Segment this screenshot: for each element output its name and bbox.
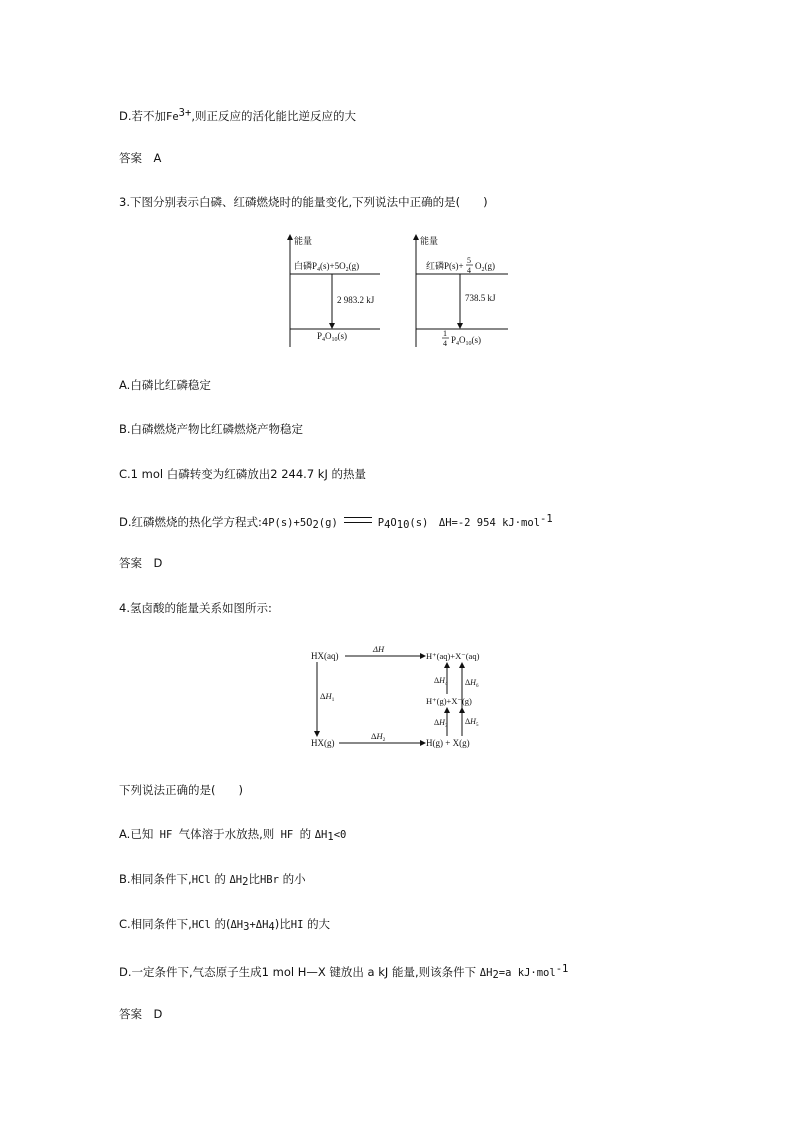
svg-text:O2(g): $O_2(g)$ <box>475 261 495 273</box>
svg-text:P4O10(s): $P_4O_{10}(s)$ <box>451 335 482 347</box>
q4-option-b: B.相同条件下,HCl 的 $\Delta H_2$比HBr 的小 <box>119 872 306 888</box>
red-reactant: 红磷P(s)+ <box>426 261 464 271</box>
q2-answer: 答案 A <box>119 151 162 165</box>
ions-aq: H⁺(aq)+X⁻(aq) <box>426 651 480 661</box>
q2-option-d: D.若不加$Fe^{3+}$,则正反应的活化能比逆反应的大 <box>119 107 356 123</box>
svg-text:4: 4 <box>467 266 471 275</box>
q4-option-d: D.一定条件下,气态原子生成1 mol H—X 键放出 a kJ 能量,则该条件下 $\Delta H_2=a$ kJ·mol$^{-1}$ <box>119 963 569 981</box>
white-axis-label: 能量 <box>294 236 313 246</box>
svg-text:ΔH6: $\Delta H_6$ <box>465 678 479 689</box>
q3-option-a: A.白磷比红磷稳定 <box>119 378 211 392</box>
hx-g: HX(g) <box>311 738 335 748</box>
red-axis-label: 能量 <box>420 236 439 246</box>
q3-energy-diagram <box>280 232 520 352</box>
svg-text:5: 5 <box>467 256 471 265</box>
q3-option-c: C.1 mol 白磷转变为红磷放出2 244.7 kJ 的热量 <box>119 467 367 481</box>
q3-stem: 3.下图分别表示白磷、红磷燃烧时的能量变化,下列说法中正确的是( ) <box>119 195 488 209</box>
svg-text:ΔH1: $\Delta H_1$ <box>320 691 335 703</box>
svg-text:ΔH2: $\Delta H_2$ <box>371 731 386 743</box>
fe-ion: Fe <box>166 111 179 123</box>
ions-g: H⁺(g)+X⁻(g) <box>426 696 472 706</box>
q3-option-b: B.白磷燃烧产物比红磷燃烧产物稳定 <box>119 422 304 436</box>
white-energy: 2 983.2 kJ <box>337 295 375 305</box>
atoms-g: H(g) + X(g) <box>426 738 470 748</box>
svg-text:ΔH5: $\Delta H_5$ <box>465 717 479 728</box>
q4-energy-cycle-diagram <box>305 640 505 755</box>
red-energy: 738.5 kJ <box>465 293 496 303</box>
q4-option-a: A.已知 HF 气体溶于水放热,则 HF 的 $\Delta H_1<0$ <box>119 827 347 843</box>
svg-text:4: 4 <box>443 339 447 348</box>
red-product: 1 <box>443 329 447 338</box>
white-product: $P_4O_{10}(s)$ <box>317 331 348 343</box>
svg-text:ΔH4: $\Delta H_4$ <box>434 676 448 687</box>
q3-answer: 答案 D <box>119 556 163 570</box>
q4-question: 下列说法正确的是( ) <box>119 783 243 797</box>
q4-option-c: C.相同条件下,HCl 的$(\Delta H_3+\Delta H_4)$比HI 的大 <box>119 917 331 933</box>
svg-text:ΔH: ΔH <box>373 644 385 654</box>
q4-stem: 4.氢卤酸的能量关系如图所示: <box>119 601 272 615</box>
hx-aq: HX(aq) <box>311 651 339 661</box>
white-reactant: 白磷$P_4(s)+5O_2(g)$ <box>294 261 360 273</box>
svg-text:ΔH3: $\Delta H_3$ <box>434 718 448 729</box>
q4-answer: 答案 D <box>119 1007 163 1021</box>
q3-option-d: D.红磷燃烧的热化学方程式$:4P(s)+5O_2(g)$ $P_4O_{10}(s)$ ΔH=-2 954 kJ·mol$^{-1}$ <box>119 513 553 531</box>
